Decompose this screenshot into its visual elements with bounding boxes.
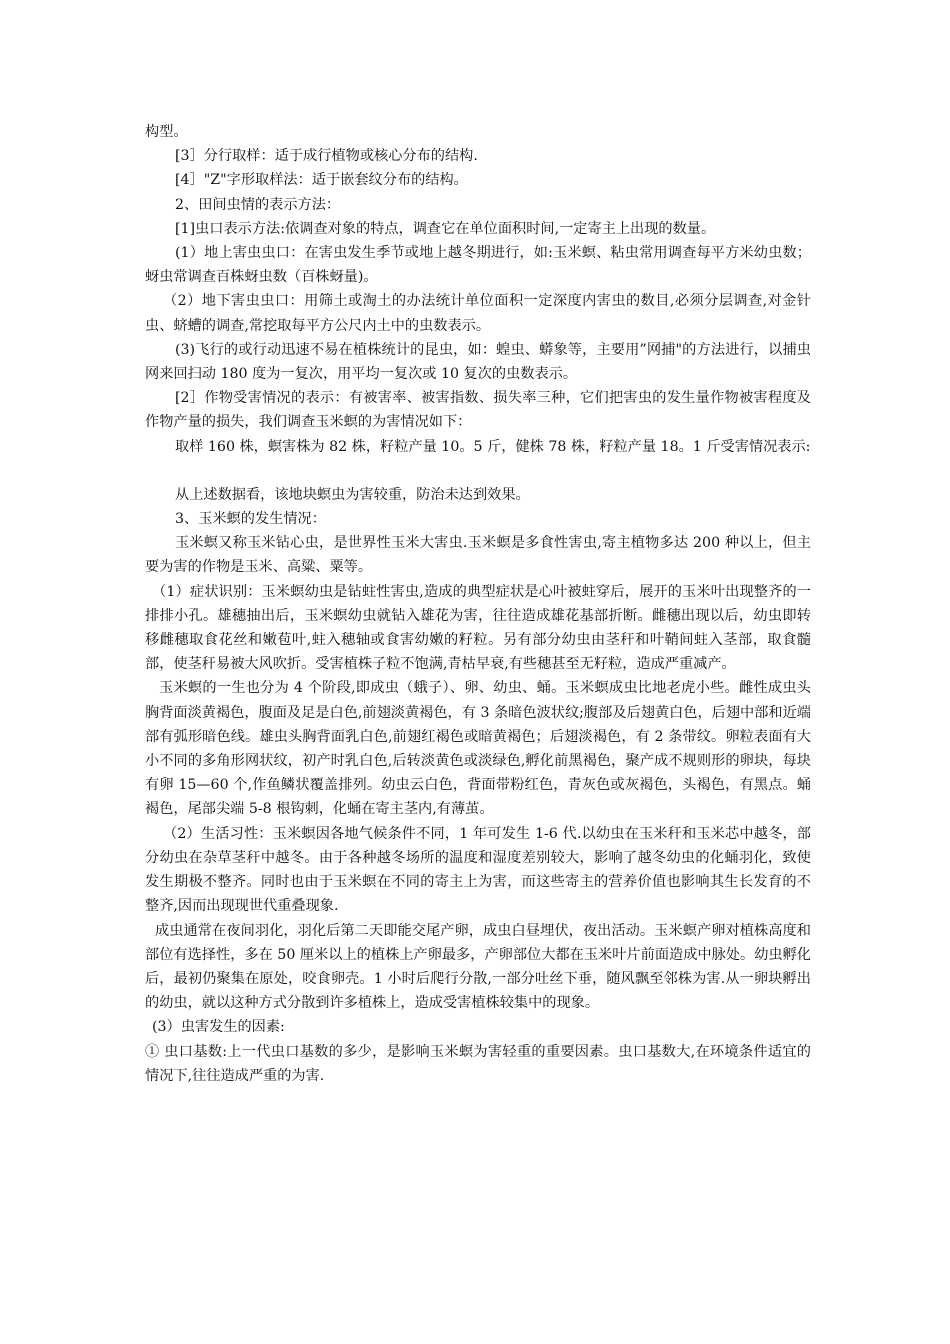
paragraph: 从上述数据看，该地块螟虫为害较重，防治未达到效果。 (175, 486, 530, 503)
paragraph: 玉米螟的一生也分为 4 个阶段,即成虫（蛾子）、卵、幼虫、蛹。玉米螟成虫比地老虎小些。雌性成虫头胸背面淡黄褐色，腹面及足是白色,前翅淡黄褐色，有 3 条暗色波状纹;腹部及后翅黄白色，后翅中部和近端部有弧形暗色线。雄虫头胸背面乳白色,前翅红褐色或暗黄褐色；后翅淡褐色，有 2 条带纹。卵粒表面有大小不同的多角形网状纹，初产时乳白色,后转淡黄色或淡绿色,孵化前黑褐色，聚产成不规则形的卵块，每块有卵 15—60 个,作鱼鳞状覆盖排列。幼虫云白色，背面带粉红色，青灰色或灰褐色，头褐色，有黑点。蛹褐色，尾部尖端 5-8 根钩刺，化蛹在寄主茎内,有薄茧。 (145, 680, 811, 818)
section-heading: 3、玉米螟的发生情况： (175, 511, 326, 528)
paragraph: 玉米螟又称玉米钻心虫，是世界性玉米大害虫.玉米螟是多食性害虫,寄主植物多达 200 种以上，但主要为害的作物是玉米、高粱、粟等。 (145, 535, 811, 576)
paragraph: (3)飞行的或行动迅速不易在植株统计的昆虫，如：蝗虫、蟒象等，主要用”网捕"的方法进行，以捕虫网来回扫动 180 度为一复次，用平均一复次或 10 复次的虫数表示。 (145, 341, 811, 383)
paragraph: [4］"Z"字形取样法：适于嵌套纹分布的结构。 (175, 172, 468, 189)
document-page (145, 120, 811, 1088)
paragraph: (1）地上害虫虫口：在害虫发生季节或地上越冬期进行，如:玉米螟、粘虫常用调查每平方米幼虫数；蚜虫常调查百株蚜虫数（百株蚜量)。 (145, 245, 811, 286)
paragraph: （2）生活习性：玉米螟因各地气候条件不同，1 年可发生 1-6 代.以幼虫在玉米秆和玉米芯中越冬，部分幼虫在杂草茎秆中越冬。由于各种越冬场所的温度和湿度差别较大，影响了越冬幼虫的化蛹羽化，致使发生期极不整齐。同时也由于玉米螟在不同的寄主上为害，而这些寄主的营养价值也影响其生长发育的不整齐,因而出现现世代重叠现象. (145, 825, 811, 915)
paragraph: (3）虫害发生的因素: (152, 1019, 285, 1036)
paragraph: 构型。 (145, 124, 188, 140)
paragraph: （1）症状识别：玉米螟幼虫是钻蛀性害虫,造成的典型症状是心叶被蛀穿后，展开的玉米叶出现整齐的一排排小孔。雄穗抽出后，玉米螟幼虫就钻入雄花为害，往往造成雄花基部折断。雌穗出现以后，幼虫即转移雌穗取食花丝和嫩苞叶,蛀入穗轴或食害幼嫩的籽粒。另有部分幼虫由茎秆和叶鞘间蛀入茎部，取食髓部，使茎秆易被大风吹折。受害植株子粒不饱满,青枯早衰,有些穗甚至无籽粒，造成严重减产。 (145, 583, 811, 673)
paragraph: （2）地下害虫虫口：用筛土或淘土的办法统计单位面积一定深度内害虫的数目,必须分层调查,对金针虫、蛴螬的调查,常挖取每平方公尺内土中的虫数表示。 (145, 293, 811, 334)
paragraph: ① 虫口基数:上一代虫口基数的多少，是影响玉米螟为害轻重的重要因素。虫口基数大,在环境条件适宜的情况下,往往造成严重的为害. (145, 1043, 811, 1084)
paragraph: [3］分行取样：适于成行植物或核心分布的结构. (175, 148, 478, 165)
paragraph: [2］作物受害情况的表示：有被害率、被害指数、损失率三种，它们把害虫的发生量作物被害程度及作物产量的损失，我们调查玉米螟的为害情况如下： (145, 390, 811, 431)
blank-line (145, 459, 811, 483)
paragraph: [1]虫口表示方法:依调查对象的特点，调查它在单位面积时间,一定寄主上出现的数量。 (175, 220, 716, 237)
paragraph: 取样 160 株，螟害株为 82 株，籽粒产量 10。5 斤，健株 78 株，籽粒产量 18。1 斤受害情况表示: (175, 438, 811, 455)
section-heading: 2、田间虫情的表示方法： (175, 196, 341, 213)
paragraph: 成虫通常在夜间羽化，羽化后第二天即能交尾产卵，成虫白昼埋伏，夜出活动。玉米螟产卵对植株高度和部位有选择性，多在 50 厘米以上的植株上产卵最多，产卵部位大都在玉米叶片前面造成中脉处。幼虫孵化后，最初仍聚集在原处，咬食卵壳。1 小时后爬行分散,一部分吐丝下垂，随风飘至邻株为害.从一卵块孵出的幼虫，就以这种方式分散到许多植株上，造成受害植株较集中的现象。 (145, 922, 811, 1012)
